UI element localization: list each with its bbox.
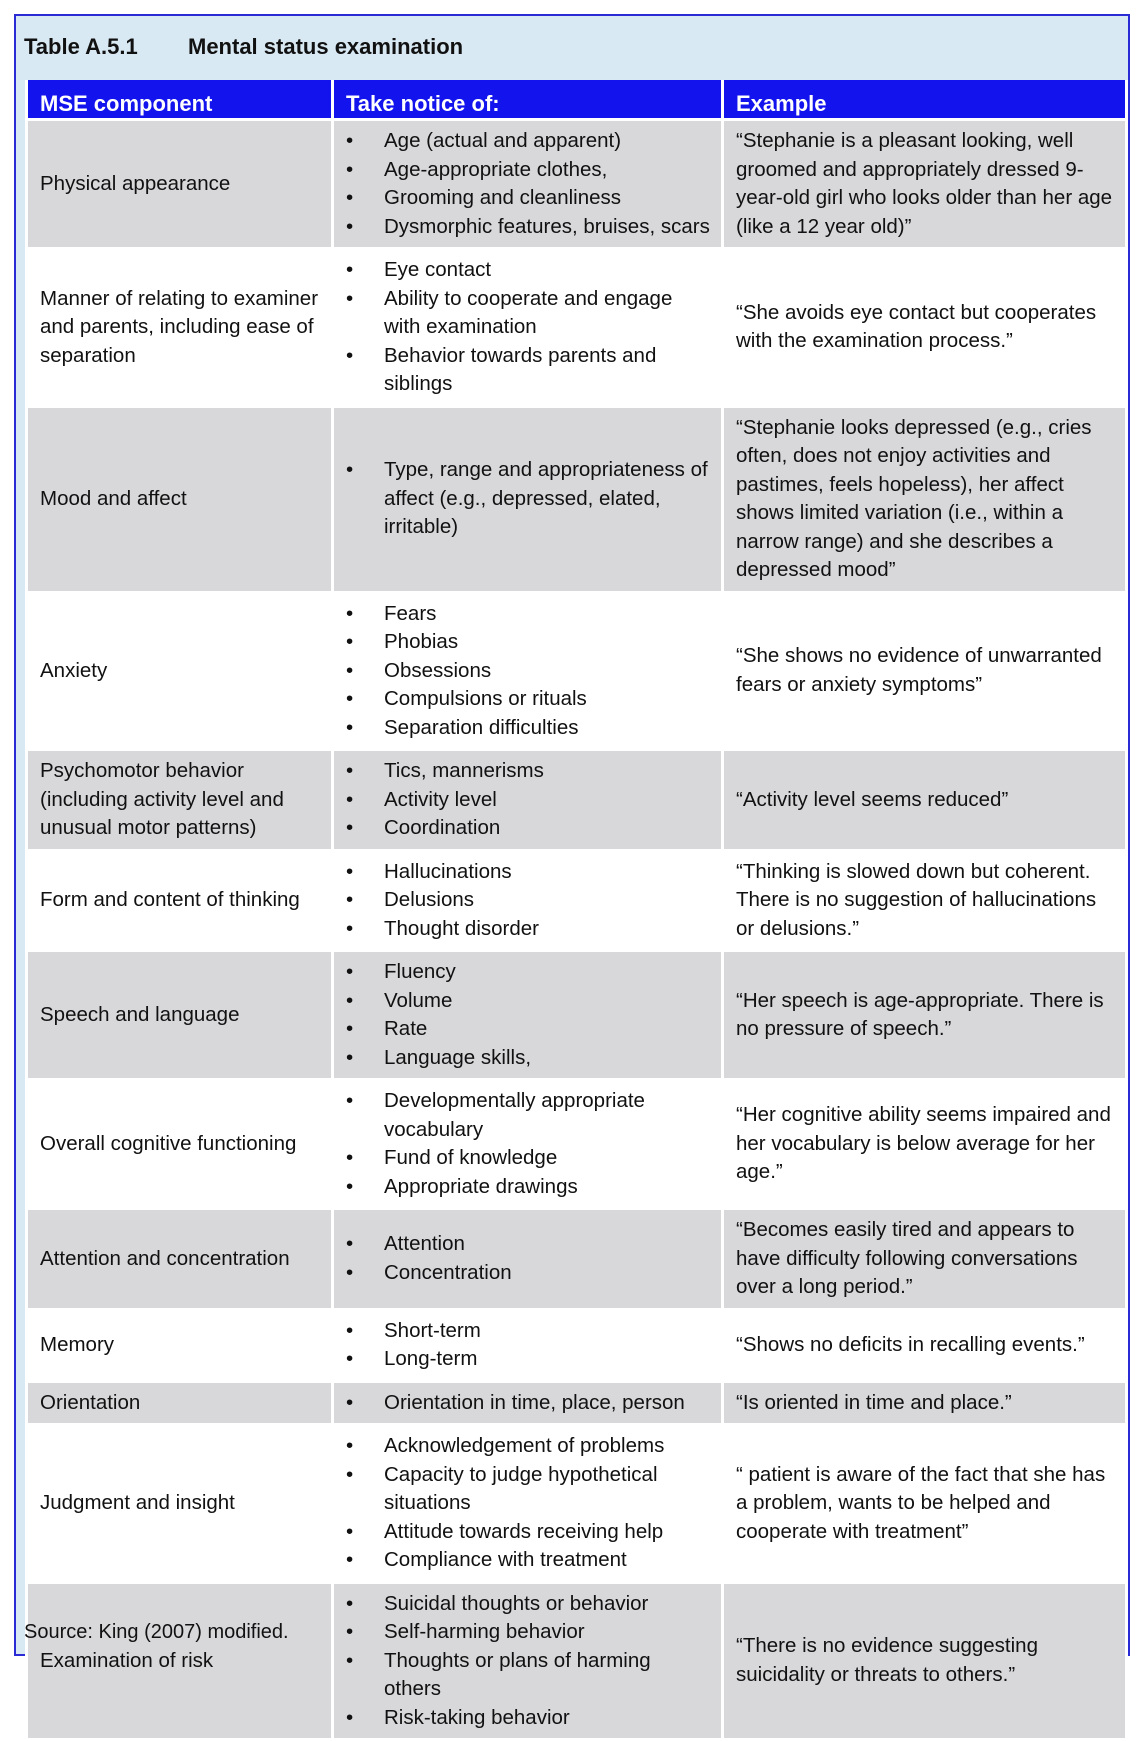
mse-component-cell: Speech and language — [27, 951, 333, 1080]
example-cell: “Activity level seems reduced” — [723, 750, 1127, 851]
mse-component-cell: Judgment and insight — [27, 1425, 333, 1583]
take-notice-cell — [333, 1582, 723, 1740]
notice-list — [346, 456, 711, 542]
notice-list — [346, 958, 711, 1072]
notice-list — [346, 757, 711, 843]
header-row — [27, 80, 1127, 120]
mse-table — [25, 80, 1128, 1741]
mse-component-cell: Psychomotor behavior (including activity level and unusual motor patterns) — [27, 750, 333, 851]
mse-component-cell: Anxiety — [27, 592, 333, 750]
table-row — [27, 850, 1127, 951]
example-cell: “There is no evidence suggesting suicidality or threats to others.” — [723, 1582, 1127, 1740]
example-cell: “She avoids eye contact but cooperates with the examination process.” — [723, 249, 1127, 407]
list-item: • Fears — [346, 600, 711, 629]
list-item: • Separation difficulties — [346, 714, 711, 743]
list-item: • Behavior towards parents and siblings — [346, 342, 711, 399]
example-cell: “Stephanie is a pleasant looking, well groomed and appropriately dressed 9-year-old girl who looks older than her age (like a 12 year old)” — [723, 120, 1127, 249]
notice-list — [346, 1087, 711, 1201]
list-item: • Phobias — [346, 628, 711, 657]
table-caption — [24, 32, 463, 62]
list-item: • Compliance with treatment — [346, 1546, 711, 1575]
list-item: • Age (actual and apparent) — [346, 127, 711, 156]
mse-component-cell: Physical appearance — [27, 120, 333, 249]
list-item: • Appropriate drawings — [346, 1173, 711, 1202]
mse-component-cell: Manner of relating to examiner and parents, including ease of separation — [27, 249, 333, 407]
notice-list — [346, 256, 711, 399]
table-row — [27, 406, 1127, 592]
example-cell: “Her cognitive ability seems impaired and her vocabulary is below average for her age.” — [723, 1080, 1127, 1209]
list-item: • Short-term — [346, 1317, 711, 1346]
list-item: • Volume — [346, 987, 711, 1016]
table-row — [27, 120, 1127, 249]
list-item: • Tics, mannerisms — [346, 757, 711, 786]
list-item: • Grooming and cleanliness — [346, 184, 711, 213]
header-example: Example — [723, 80, 1127, 120]
table-body — [27, 120, 1127, 1740]
mse-component-cell: Form and content of thinking — [27, 850, 333, 951]
take-notice-cell — [333, 1381, 723, 1425]
list-item: • Eye contact — [346, 256, 711, 285]
list-item: • Language skills, — [346, 1044, 711, 1073]
take-notice-cell — [333, 120, 723, 249]
table-row — [27, 951, 1127, 1080]
take-notice-cell — [333, 249, 723, 407]
list-item: • Ability to cooperate and engage with examination — [346, 285, 711, 342]
example-cell: “She shows no evidence of unwarranted fears or anxiety symptoms” — [723, 592, 1127, 750]
list-item: • Acknowledgement of problems — [346, 1432, 711, 1461]
list-item: • Rate — [346, 1015, 711, 1044]
list-item: • Fund of knowledge — [346, 1144, 711, 1173]
mse-component-cell: Attention and concentration — [27, 1209, 333, 1310]
take-notice-cell — [333, 951, 723, 1080]
list-item: • Thought disorder — [346, 915, 711, 944]
list-item: • Concentration — [346, 1259, 711, 1288]
list-item: • Risk-taking behavior — [346, 1704, 711, 1733]
list-item: • Attention — [346, 1230, 711, 1259]
list-item: • Long-term — [346, 1345, 711, 1374]
list-item: • Type, range and appropriateness of affect (e.g., depressed, elated, irritable) — [346, 456, 711, 542]
list-item: • Age-appropriate clothes, — [346, 156, 711, 185]
table-frame — [14, 14, 1130, 1729]
take-notice-cell — [333, 750, 723, 851]
source-note: Source: King (2007) modified. — [24, 1621, 289, 1643]
table-row — [27, 1582, 1127, 1740]
take-notice-cell — [333, 850, 723, 951]
example-cell: “Becomes easily tired and appears to have difficulty following conversations over a long period.” — [723, 1209, 1127, 1310]
table-row — [27, 592, 1127, 750]
table-row — [27, 249, 1127, 407]
table-row — [27, 1381, 1127, 1425]
list-item: • Capacity to judge hypothetical situations — [346, 1461, 711, 1518]
example-cell: “Shows no deficits in recalling events.” — [723, 1309, 1127, 1381]
list-item: • Attitude towards receiving help — [346, 1518, 711, 1547]
mse-component-cell: Overall cognitive functioning — [27, 1080, 333, 1209]
notice-list — [346, 600, 711, 743]
take-notice-cell — [333, 406, 723, 592]
take-notice-cell — [333, 592, 723, 750]
notice-list — [346, 1432, 711, 1575]
list-item: • Hallucinations — [346, 858, 711, 887]
list-item: • Obsessions — [346, 657, 711, 686]
notice-list — [346, 1317, 711, 1374]
take-notice-cell — [333, 1425, 723, 1583]
list-item: • Dysmorphic features, bruises, scars — [346, 213, 711, 242]
mse-component-cell: Examination of risk — [27, 1582, 333, 1740]
header-notice: Take notice of: — [333, 80, 723, 120]
list-item: • Suicidal thoughts or behavior — [346, 1590, 711, 1619]
mse-component-cell: Memory — [27, 1309, 333, 1381]
list-item: • Self-harming behavior — [346, 1618, 711, 1647]
table-row — [27, 1209, 1127, 1310]
table-row — [27, 750, 1127, 851]
list-item: • Developmentally appropriate vocabulary — [346, 1087, 711, 1144]
list-item: • Thoughts or plans of harming others — [346, 1647, 711, 1704]
notice-list — [346, 127, 711, 241]
notice-list — [346, 1389, 711, 1418]
mse-component-cell: Mood and affect — [27, 406, 333, 592]
table-title: Mental status examination — [188, 34, 464, 59]
table-row — [27, 1080, 1127, 1209]
notice-list — [346, 1230, 711, 1287]
list-item: • Orientation in time, place, person — [346, 1389, 711, 1418]
take-notice-cell — [333, 1209, 723, 1310]
take-notice-cell — [333, 1080, 723, 1209]
list-item: • Compulsions or rituals — [346, 685, 711, 714]
example-cell: “ patient is aware of the fact that she has a problem, wants to be helped and cooperate with treatment” — [723, 1425, 1127, 1583]
notice-list — [346, 858, 711, 944]
list-item: • Activity level — [346, 786, 711, 815]
example-cell: “Stephanie looks depressed (e.g., cries often, does not enjoy activities and pastimes, feels hopeless), her affect shows limited variation (i.e., within a narrow range) and she describes a depressed mood” — [723, 406, 1127, 592]
table-row — [27, 1309, 1127, 1381]
example-cell: “Her speech is age-appropriate. There is no pressure of speech.” — [723, 951, 1127, 1080]
example-cell: “Thinking is slowed down but coherent. There is no suggestion of hallucinations or delusions.” — [723, 850, 1127, 951]
take-notice-cell — [333, 1309, 723, 1381]
notice-list — [346, 1590, 711, 1733]
list-item: • Coordination — [346, 814, 711, 843]
example-cell: “Is oriented in time and place.” — [723, 1381, 1127, 1425]
mse-component-cell: Orientation — [27, 1381, 333, 1425]
table-number: Table A.5.1 — [24, 34, 138, 59]
table-row — [27, 1425, 1127, 1583]
list-item: • Delusions — [346, 886, 711, 915]
header-component: MSE component — [27, 80, 333, 120]
list-item: • Fluency — [346, 958, 711, 987]
